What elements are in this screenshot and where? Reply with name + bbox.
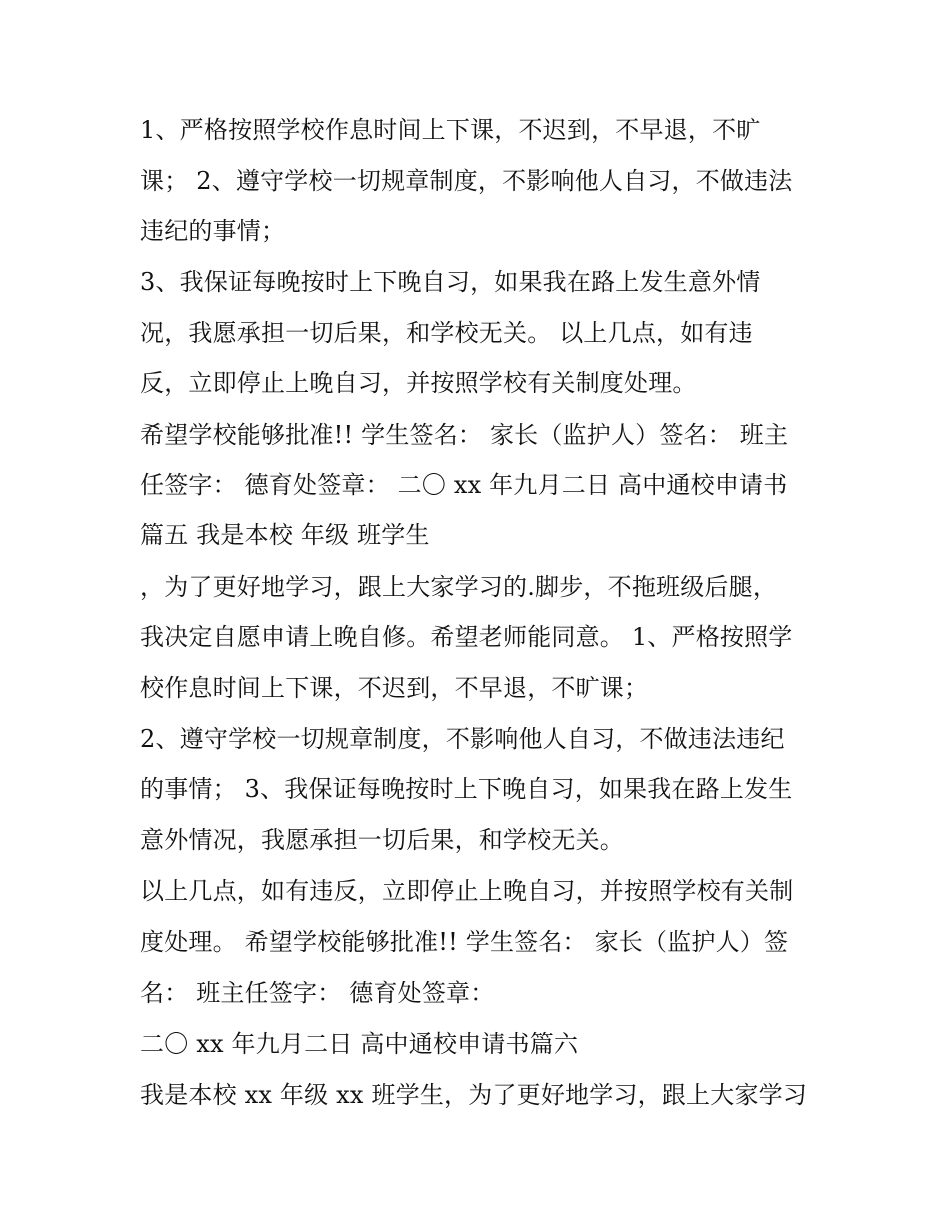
text-line: 违纪的事情； <box>140 217 286 245</box>
text-line: 度处理。 希望学校能够批准!! 学生签名： 家长（监护人）签 <box>140 928 789 956</box>
text-line: 反，立即停止上晚自习，并按照学校有关制度处理。 <box>140 369 697 397</box>
text-line: 名： 班主任签字： 德育处签章： <box>140 979 495 1007</box>
text-line: 二〇 xx 年九月二日 高中通校申请书篇六 <box>140 1030 579 1058</box>
text-line: 以上几点，如有违反，立即停止上晚自习，并按照学校有关制 <box>140 877 794 905</box>
text-line: 校作息时间上下课，不迟到，不早退，不旷课； <box>140 674 649 702</box>
text-line: 任签字： 德育处签章： 二〇 xx 年九月二日 高中通校申请书 <box>140 471 788 499</box>
text-line: 的事情； 3、我保证每晚按时上下晚自习，如果我在路上发生 <box>140 775 793 803</box>
text-line: 我决定自愿申请上晚自修。希望老师能同意。 1、严格按照学 <box>140 623 793 651</box>
text-line: 希望学校能够批准!! 学生签名： 家长（监护人）签名： 班主 <box>140 421 789 449</box>
text-line: 2、遵守学校一切规章制度，不影响他人自习，不做违法违纪 <box>140 725 785 753</box>
text-line: 意外情况，我愿承担一切后果，和学校无关。 <box>140 826 624 854</box>
text-line: 我是本校 xx 年级 xx 班学生，为了更好地学习，跟上大家学习 <box>140 1081 808 1109</box>
text-line: ，为了更好地学习，跟上大家学习的.脚步，不拖班级后腿， <box>140 573 778 601</box>
text-line: 3、我保证每晚按时上下晚自习，如果我在路上发生意外情 <box>140 268 761 296</box>
text-line: 课； 2、遵守学校一切规章制度，不影响他人自习，不做违法 <box>140 167 793 195</box>
text-line: 况，我愿承担一切后果，和学校无关。 以上几点，如有违 <box>140 319 753 347</box>
text-line: 篇五 我是本校 年级 班学生 <box>140 521 430 549</box>
text-line: 1、严格按照学校作息时间上下课，不迟到，不早退，不旷 <box>140 116 761 144</box>
